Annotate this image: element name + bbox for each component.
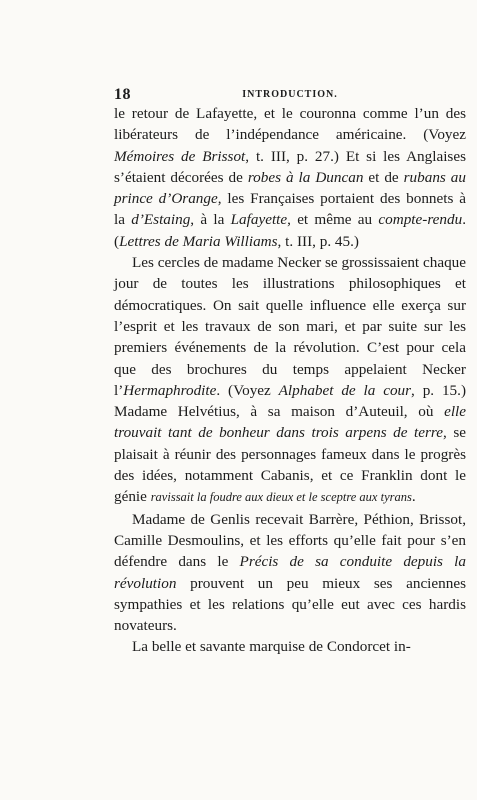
text-run: Les cercles de madame Necker se grossissaient chaque jour de toutes les illustrations philosophiques et démocratiques. On sait quelle influence elle exerça sur l’esprit et les travaux de son mari, et par suite sur les premiers événements de la révolution. C’est pour cela que des brochures du temps appelaient Necker l’: [114, 254, 466, 399]
text-run: , à la: [190, 211, 231, 229]
italic-text-run: Hermaphrodite: [123, 381, 217, 399]
text-run: La belle et savante marquise de Condorcet in-: [132, 638, 411, 656]
text-run: . (: [114, 211, 466, 250]
text-run: le retour de Lafayette, et le couronna comme l’un des libérateurs de l’indépendance américaine. (Voyez: [114, 105, 466, 144]
paragraph: [114, 509, 466, 637]
italic-text-run: rubans au prince d’Orange: [114, 168, 466, 208]
running-head-title: INTRODUCTION.: [242, 89, 338, 100]
text-run: , t. III, p. 45.): [277, 232, 359, 250]
text-run: prouvent un peu mieux ses anciennes sympathies et les relations qu’elle eut avec ces hardis novateurs.: [114, 574, 466, 635]
italic-text-run: Mémoires de Brissot: [114, 147, 246, 165]
paragraph: [114, 103, 466, 252]
italic-text-run: robes à la Duncan: [247, 168, 364, 186]
italic-text-run: compte-rendu: [378, 211, 463, 229]
paragraph: [114, 252, 466, 509]
italic-text-run: Lafayette: [230, 211, 288, 229]
text-run: .: [411, 488, 416, 506]
italic-text-run: Précis de sa conduite depuis la révolution: [114, 553, 466, 592]
text-run: , t. III, p. 27.) Et si les Anglaises s’étaient décorées de: [114, 147, 466, 186]
body-text: [114, 103, 466, 658]
italic-text-run: d’Estaing: [131, 211, 191, 229]
text-run: et de: [363, 168, 404, 186]
page-number: 18: [114, 86, 131, 103]
text-run: , et même au: [287, 211, 379, 229]
paragraph: [114, 636, 466, 657]
text-run: Madame de Genlis recevait Barrère, Péthion, Brissot, Camille Desmoulins, et les efforts qu’elle fait pour s’en défendre dans le: [114, 510, 466, 571]
text-run: , se plaisait à réunir des personnages fameux dans le progrès des idées, notamment Cabanis, et ce Franklin dont le génie: [114, 424, 466, 506]
text-run: , les Françaises portaient des bonnets à la: [114, 190, 466, 229]
italic-text-run: elle trouvait tant de bonheur dans trois arpens de terre: [114, 403, 466, 442]
italic-text-run: Alphabet de la cour: [278, 381, 412, 399]
text-run: , p. 15.) Madame Helvétius, à sa maison d’Auteuil, où: [114, 381, 466, 421]
text-run: . (Voyez: [216, 381, 279, 399]
italic-text-run: Lettres de Maria Williams: [119, 232, 278, 250]
italic-text-run: ravissait la foudre aux dieux et le sceptre aux tyrans: [150, 490, 412, 505]
